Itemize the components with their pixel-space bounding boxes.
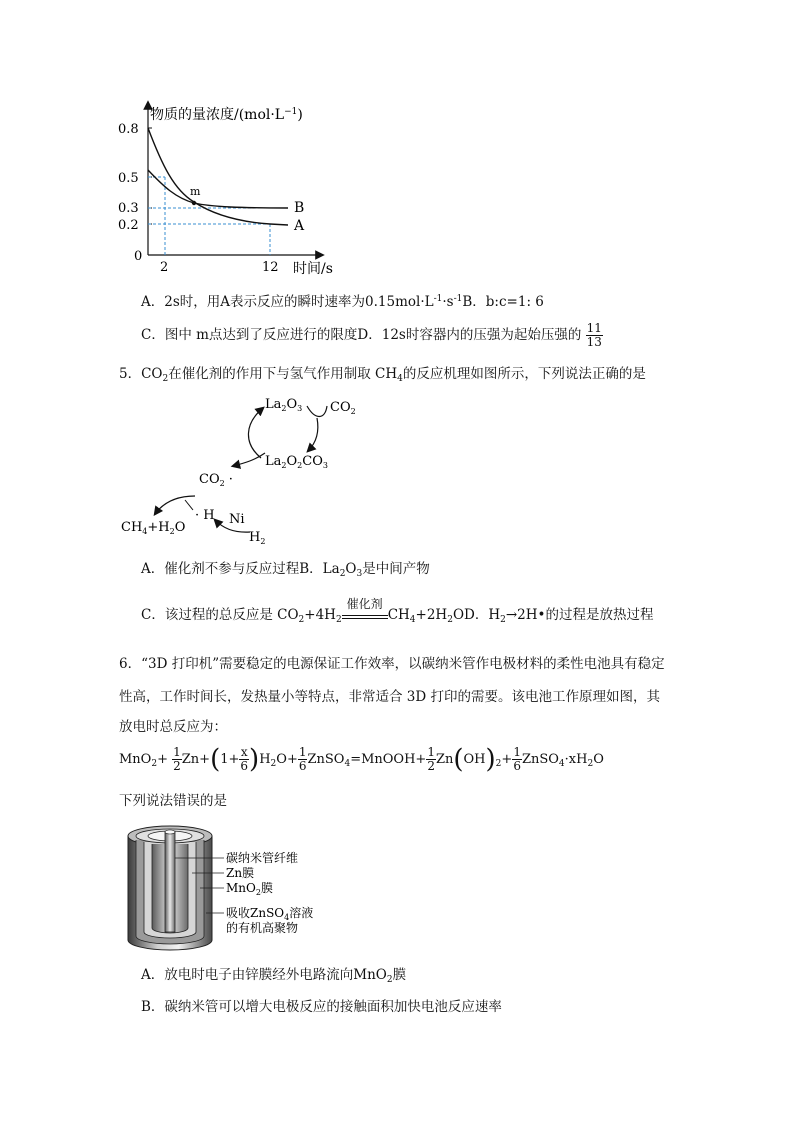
point-m-label: m <box>190 185 201 198</box>
ni-label: Ni <box>229 512 245 527</box>
polymer-label-line1: 吸收ZnSO$_4$溶液 <box>226 906 314 922</box>
la2o3-label: $La_2O_3$ <box>265 397 303 413</box>
q6-option-a: A．放电时电子由锌膜经外电路流向MnO$_2$膜 <box>141 967 407 985</box>
co2-radical-label: $CO_2$ · <box>199 472 233 488</box>
q4-options-cd: C．图中 m点达到了反应进行的限度D．12s时容器内的压强为起始压强的 $\frac{11}{13}$ <box>141 321 602 349</box>
xtick-2: 2 <box>160 260 169 275</box>
h2-label: $H_2$ <box>249 530 266 546</box>
ytick-0-2: 0.2 <box>118 218 139 233</box>
catalyst-equals: 催化剂 <box>342 609 388 619</box>
fraction-11-13: $\frac{11}{13}$ <box>586 321 602 349</box>
x-axis-label: 时间/s <box>293 261 333 277</box>
xtick-12: 12 <box>262 260 279 275</box>
q5-options-cd: C．该过程的总反应是 $CO_2+4H_2$ 催化剂 $CH_4+2H_2OD$．$H_2\to 2H•$的过程是放热过程 <box>141 597 654 625</box>
point-m <box>192 201 196 205</box>
y-axis-label: 物质的量浓度$/(mol\cdot L^{-1})$ <box>150 107 303 123</box>
products-label: $CH_4+H_2O$ <box>121 520 186 536</box>
q6-discharge-equation: MnO$_2$+ $\frac{1}{2}$ Zn+(1+ $\frac{x}{6}$ )$H_2O+$ $\frac{1}{6}$ ZnSO$_4$=MnOOH+ $\frac{1}{2}$ $Zn(OH)_2+$ $\frac{1}{6}$ $ZnSO_4\cdot xH_2O$ <box>119 744 604 775</box>
polymer-label-line2: 的有机高聚物 <box>226 921 299 935</box>
ytick-0-5: 0.5 <box>118 171 139 186</box>
ytick-0-3: 0.3 <box>118 201 139 216</box>
concentration-time-chart <box>112 95 362 277</box>
q5-options-ab: A．催化剂不参与反应过程B．$La_2O_3$是中间产物 <box>141 561 430 579</box>
curve-a <box>148 128 288 225</box>
q6-stem-line2: 性高，工作时间长，发热量小等特点，非常适合 3D 打印的需要。该电池工作原理如图，其 <box>119 689 660 705</box>
q6-question: 下列说法错误的是 <box>119 793 227 809</box>
series-a-label: A <box>294 218 305 234</box>
ytick-0-8: 0.8 <box>118 122 139 137</box>
arrow-to-la2o3 <box>248 408 263 458</box>
arrow-to-co2-radical <box>233 453 265 466</box>
la2o2co3-label: $La_2O_2CO_3$ <box>265 454 328 470</box>
q6-stem-line1: 6．“3D 打印机”需要稳定的电源保证工作效率，以碳纳米管作电极材料的柔性电池具有稳定 <box>119 656 665 672</box>
q6-option-b: B．碳纳米管可以增大电极反应的接触面积加快电池反应速率 <box>141 999 502 1015</box>
q5-stem: 5．$CO_2$在催化剂的作用下与氢气作用制取 $CH_4$的反应机理如图所示，下列说法正确的是 <box>119 366 646 384</box>
reaction-mechanism-diagram <box>115 388 375 550</box>
zn-film-label: Zn膜 <box>226 866 255 880</box>
carbon-nanotube-label: 碳纳米管纤维 <box>226 851 299 865</box>
battery-figure <box>122 818 362 958</box>
series-b-label: B <box>294 200 305 216</box>
arrow-to-la2o2co3 <box>308 418 318 451</box>
co2-top-label: $CO_2$ <box>330 400 356 416</box>
ytick-0: 0 <box>134 249 143 264</box>
q4-options-ab: A．2s时，用A表示反应的瞬时速率为$0.15mol\cdot L^{-1}\cdot s^{-1}B$．b:c=1: 6 <box>141 294 544 310</box>
q6-stem-line3: 放电时总反应为： <box>119 719 227 735</box>
h-radical-label: · H <box>195 508 215 523</box>
mno2-film-label: MnO$_2$膜 <box>226 881 273 897</box>
